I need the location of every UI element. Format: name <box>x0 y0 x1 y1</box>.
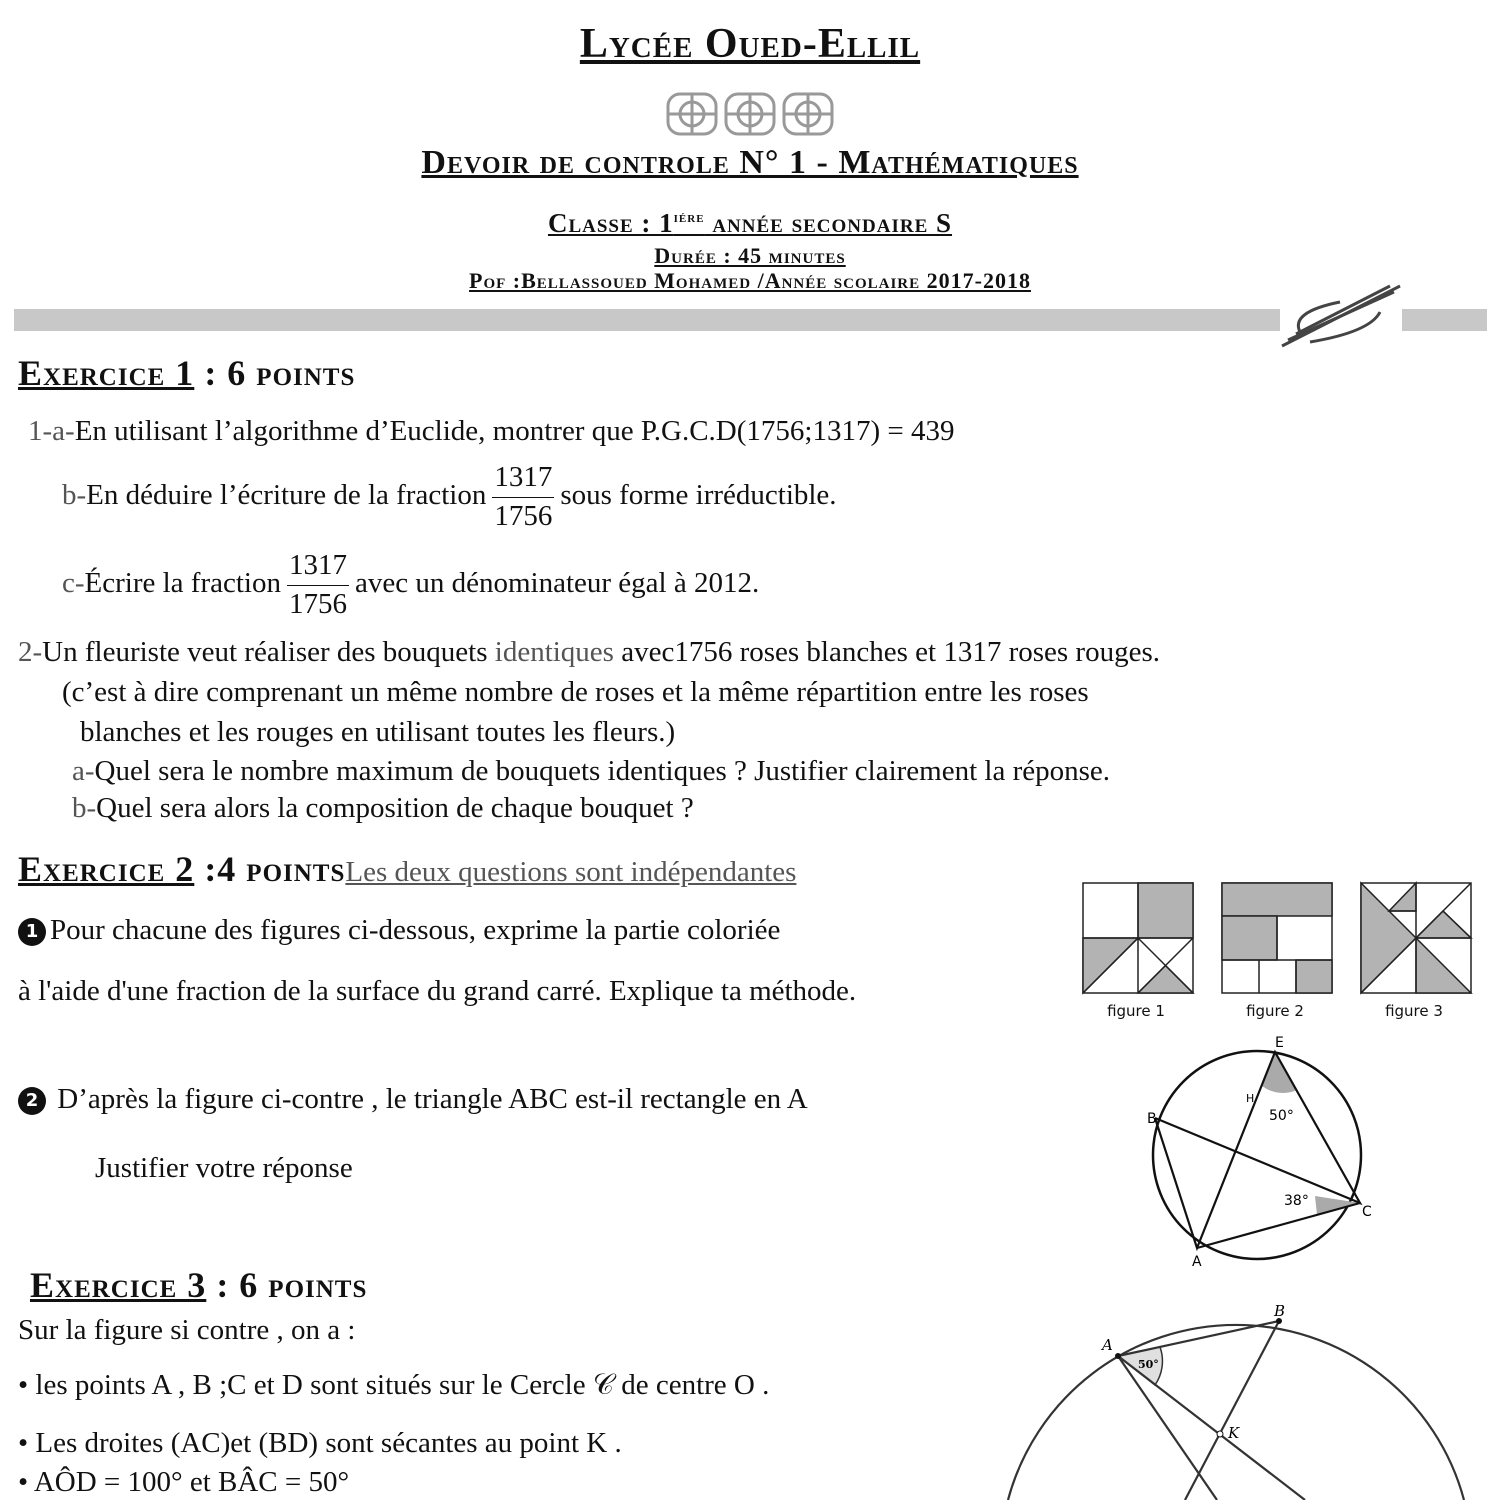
q1c-label: c- <box>62 567 85 600</box>
q1a <box>28 415 954 448</box>
angle-38: 38° <box>1284 1193 1309 1209</box>
exam-title: Devoir de controle N° 1 - Mathématiques <box>421 144 1079 181</box>
q2 <box>18 636 1160 669</box>
label-b: B <box>1274 1302 1286 1320</box>
q2a-text: Quel sera le nombre maximum de bouquets identiques ? Justifier clairement la réponse. <box>94 755 1111 787</box>
school-name: Lycée Oued-Ellil <box>579 21 921 67</box>
q1c-text: Écrire la fraction <box>84 567 281 600</box>
duration: Durée : 45 minutes <box>654 243 846 268</box>
exercise-3-title: Exercice 3 <box>30 1265 207 1305</box>
bullet-text: AÔD = 100° et BÂC = 50° <box>33 1466 350 1498</box>
q2b-text: Quel sera alors la composition de chaque bouquet ? <box>96 792 694 824</box>
fraction-denominator: 1756 <box>288 587 347 620</box>
exercise-1-title: Exercice 1 <box>18 353 195 393</box>
class-suffix: année secondaire S <box>704 208 953 238</box>
q1b-text: En déduire l’écriture de la fraction <box>86 479 487 512</box>
ex2-q1-line1 <box>18 914 780 947</box>
fraction-numerator: 1317 <box>287 550 349 586</box>
ex2-q2-line1 <box>18 1083 808 1116</box>
number-badge-1: 1 <box>18 918 46 946</box>
class-sup: iére <box>673 210 705 226</box>
exercise-3-heading <box>30 1264 367 1306</box>
exercise-1-heading <box>18 352 355 394</box>
q2-line3: blanches et les rouges en utilisant toutes les fleurs.) <box>80 716 676 748</box>
label-h: H <box>1246 1092 1255 1105</box>
class-info <box>0 208 1500 239</box>
q1c <box>62 550 759 621</box>
q1a-text: En utilisant l’algorithme d’Euclide, montrer que P.G.C.D(1756;1317) = 439 <box>74 415 955 447</box>
q1b <box>62 462 837 533</box>
ex3-intro: Sur la figure si contre , on a : <box>18 1314 356 1346</box>
circle-arc <box>1008 1325 1464 1500</box>
figure-3-label: figure 3 <box>1385 1002 1443 1020</box>
figure-1 <box>1083 883 1193 993</box>
q2a-label: a- <box>72 755 95 787</box>
figure-2 <box>1222 883 1332 993</box>
angle-50: 50° <box>1269 1108 1294 1124</box>
q2-text-b: identiques <box>494 636 614 668</box>
shaded-figures <box>1080 880 1475 1020</box>
q1b-after: sous forme irréductible. <box>560 479 837 512</box>
q2b-label: b- <box>72 792 97 824</box>
ex2-q2-line2: Justifier votre réponse <box>95 1152 353 1184</box>
header-divider <box>14 309 1280 331</box>
q2-text-a: Un fleuriste veut réaliser des bouquets <box>42 636 495 668</box>
exercise-1-points: : 6 points <box>194 353 356 393</box>
figure-1-label: figure 1 <box>1107 1002 1165 1020</box>
fraction-denominator: 1756 <box>494 499 553 532</box>
label-a: A <box>1102 1336 1113 1354</box>
ex3-bullet-2: • Les droites (AC)et (BD) sont sécantes au point K . <box>18 1427 622 1459</box>
celtic-ornament-icon <box>664 90 836 138</box>
ex3-bullet-3: • AÔD = 100° et BÂC = 50° <box>18 1466 350 1498</box>
bullet-text: Les droites (AC)et (BD) sont sécantes au point K . <box>35 1427 622 1459</box>
label-e: E <box>1275 1035 1284 1051</box>
q2-label: 2- <box>18 636 43 668</box>
q1b-label: b- <box>62 479 87 512</box>
label-a: A <box>1192 1254 1202 1270</box>
exercise-2-title: Exercice 2 <box>18 849 195 889</box>
header-divider-right <box>1402 309 1487 331</box>
exercise-3-points: : 6 points <box>206 1265 368 1305</box>
teacher-year: Pof :Bellassoued Mohamed /Année scolaire 2017-2018 <box>469 268 1031 293</box>
exercise-2-points: :4 points <box>194 849 346 889</box>
figures-svg <box>1080 880 1475 996</box>
fraction-numerator: 1317 <box>492 462 554 498</box>
bullet-text: les points A , B ;C et D sont situés sur le Cercle 𝒞 de centre O . <box>35 1369 770 1401</box>
figure-2-label: figure 2 <box>1246 1002 1304 1020</box>
label-c: C <box>1362 1204 1372 1220</box>
q2-text-c: avec1756 roses blanches et 1317 roses rouges. <box>613 636 1160 668</box>
label-b: B <box>1147 1111 1157 1127</box>
fraction <box>492 462 554 533</box>
circle-figure-abc <box>1130 1030 1380 1279</box>
q2-line2: (c’est à dire comprenant un même nombre de roses et la même répartition entre les roses <box>62 676 1089 708</box>
ex2-q1-text: Pour chacune des figures ci-dessous, exprime la partie coloriée <box>50 914 781 946</box>
number-badge-2: 2 <box>18 1087 46 1115</box>
q1a-label: 1-a- <box>28 415 75 447</box>
class-prefix: Classe : 1 <box>547 208 674 238</box>
exercise-2-note: Les deux questions sont indépendantes <box>345 856 797 888</box>
exercise-2-heading <box>18 848 796 890</box>
swoosh-logo-icon <box>1280 282 1404 354</box>
q2a <box>72 755 1110 788</box>
fraction <box>287 550 349 621</box>
ex2-q2-text: D’après la figure ci-contre , le triangle ABC est-il rectangle en A <box>57 1083 808 1115</box>
q2b <box>72 792 694 825</box>
label-k: K <box>1228 1424 1240 1442</box>
figure-3 <box>1361 883 1471 993</box>
angle-50: 50° <box>1138 1358 1159 1371</box>
q1c-after: avec un dénominateur égal à 2012. <box>354 567 760 600</box>
ex2-q1-line2: à l'aide d'une fraction de la surface du grand carré. Explique ta méthode. <box>18 975 857 1007</box>
circle-figure-abcd <box>1000 1290 1500 1504</box>
ex3-bullet-1: • les points A , B ;C et D sont situés sur le Cercle 𝒞 de centre O . <box>18 1369 770 1401</box>
